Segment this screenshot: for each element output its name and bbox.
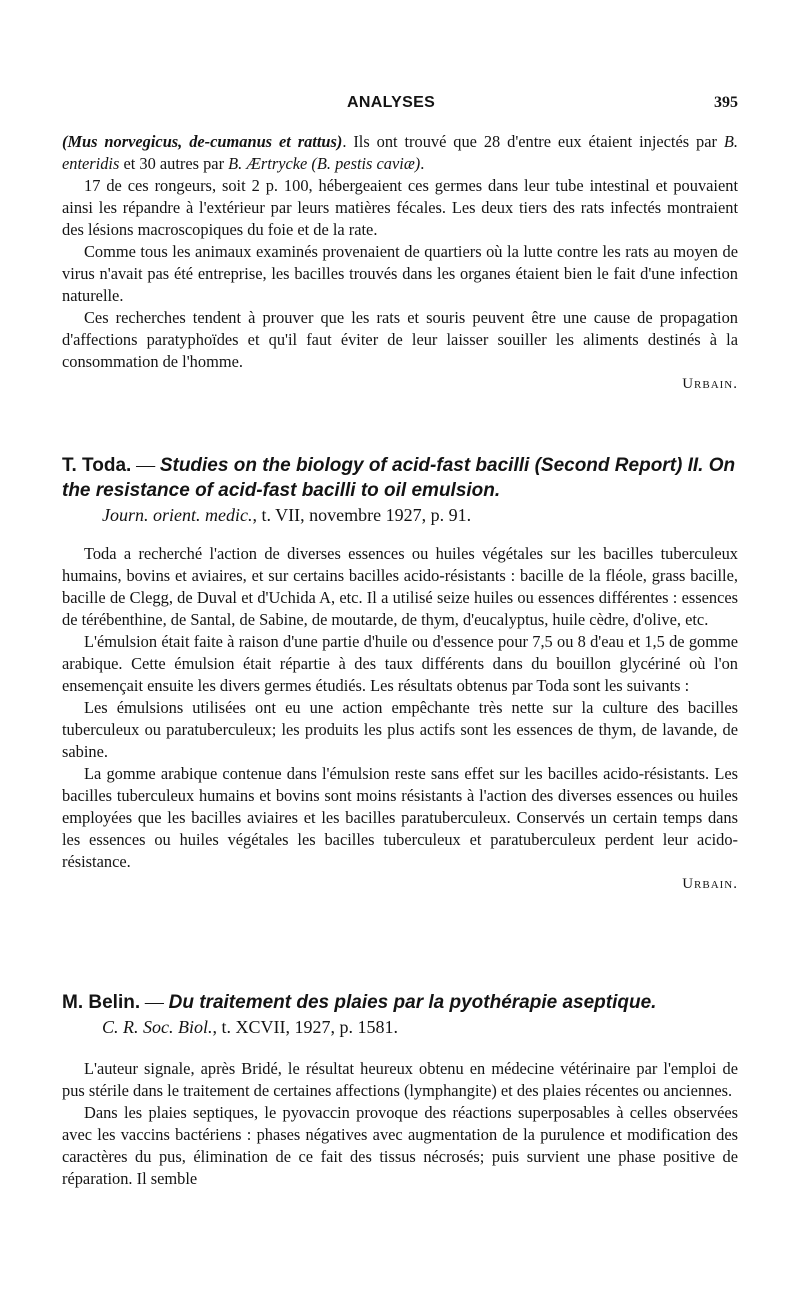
article-title: Studies on the biology of acid-fast bacilli (Second Report) II. On the resistance of acid-fast bacilli to oil emulsion.: [62, 455, 736, 501]
article-title: Du traitement des plaies par la pyothérapie aseptique.: [168, 992, 657, 1013]
paragraph: L'émulsion était faite à raison d'une partie d'huile ou d'essence pour 7,5 ou 8 d'eau et 1,5 de gomme arabique. Cette émulsion était répartie à des taux différents dans du bouillon glycériné où l'on ensemençait ensuite les divers germes étudiés. Les résultats obtenus par Toda sont les suivants :: [62, 632, 738, 695]
journal-name: Journ. orient. medic.: [102, 505, 253, 525]
journal-details: , t. VII, novembre 1927, p. 91.: [252, 505, 472, 525]
text-run: et 30 autres par: [119, 154, 229, 173]
article-heading: [62, 453, 738, 528]
paragraph: La gomme arabique contenue dans l'émulsion reste sans effet sur les bacilles acido-résistants. Les bacilles tuberculeux humains et bovins sont moins résistants à l'action des diverses essences ou huiles employées que les bacilles aviaires et les bacilles paratuberculeux. Conservés un certain temps dans les essences ou huiles végétales les bacilles tuberculeux et paratuberculeux perdent leur acido-résistance.: [62, 764, 738, 871]
paragraph: Toda a recherché l'action de diverses essences ou huiles végétales sur les bacilles tuberculeux humains, bovins et aviaires, et sur certains bacilles acido-résistants : bacille de la fléole, grass bacille, bacille de Clegg, de Duval et d'Uchida A, etc. Il a utilisé seize huiles ou essences différentes : essences de térébenthine, de Santal, de Sabine, de moutarde, de thym, d'eucalyptus, huile cèdre, d'olive, etc.: [62, 544, 738, 629]
paragraph: Ces recherches tendent à prouver que les rats et souris peuvent être une cause de propagation d'affections paratyphoïdes et qu'il faut éviter de leur laisser souiller les aliments destinés à la consommation de l'homme.: [62, 308, 738, 371]
article-citation: [62, 990, 738, 1015]
species-name: B. enteridis: [62, 132, 739, 173]
journal-reference: [62, 1015, 738, 1040]
paragraph: L'auteur signale, après Bridé, le résultat heureux obtenu en médecine vétérinaire par l'emploi de pus stérile dans le traitement de certaines affections (lymphangite) et des plaies récentes ou anciennes.: [62, 1059, 738, 1100]
paragraph: [62, 131, 738, 175]
article-citation: [62, 453, 738, 503]
paragraph: Comme tous les animaux examinés provenaient de quartiers où la lutte contre les rats au moyen de virus n'avait pas été entreprise, les bacilles trouvés dans les organes étaient bien le fait d'une infection naturelle.: [62, 242, 738, 305]
article-body: [62, 543, 738, 895]
document-page: [62, 0, 738, 1304]
dash: —: [131, 455, 160, 476]
journal-details: , t. XCVII, 1927, p. 1581.: [212, 1017, 398, 1037]
article-author: T. Toda.: [62, 455, 132, 476]
article-heading: [62, 990, 738, 1040]
page-number: 395: [714, 94, 738, 111]
article-body: [62, 1058, 738, 1190]
article-author: M. Belin.: [62, 992, 141, 1013]
text-run: .: [420, 154, 425, 173]
text-run: . Ils ont trouvé que 28 d'entre eux étaient injectés par: [342, 132, 724, 151]
dash: —: [140, 992, 169, 1013]
prev-article-body: [62, 131, 738, 395]
journal-name: C. R. Soc. Biol.: [102, 1017, 213, 1037]
section-title: ANALYSES: [347, 94, 436, 111]
paragraph: Dans les plaies septiques, le pyovaccin provoque des réactions superposables à celles observées avec les vaccins bactériens : phases négatives avec augmentation de la purulence et modification des caractères du pus, élimination de ce fait des tissus nécrosés; puis survient une phase positive de réparation. Il semble: [62, 1103, 738, 1188]
paragraph: Les émulsions utilisées ont eu une action empêchante très nette sur la culture des bacilles tuberculeux ou paratuberculeux; les produits les plus actifs sont les essences de thym, de lavande, de sabine.: [62, 698, 738, 761]
species-names: (Mus norvegicus, de-cumanus et rattus): [62, 132, 343, 151]
paragraph: 17 de ces rongeurs, soit 2 p. 100, hébergeaient ces germes dans leur tube intestinal et pouvaient ainsi les répandre à l'extérieur par leurs matières fécales. Les deux tiers des rats infectés montraient des lésions macroscopiques du foie et de la rate.: [62, 176, 738, 239]
journal-reference: [62, 503, 738, 528]
species-name: B. Ærtrycke (B. pestis caviæ): [228, 154, 421, 173]
running-header: [62, 92, 738, 114]
author-signature: Urbain.: [682, 876, 738, 892]
author-signature: Urbain.: [682, 376, 738, 392]
